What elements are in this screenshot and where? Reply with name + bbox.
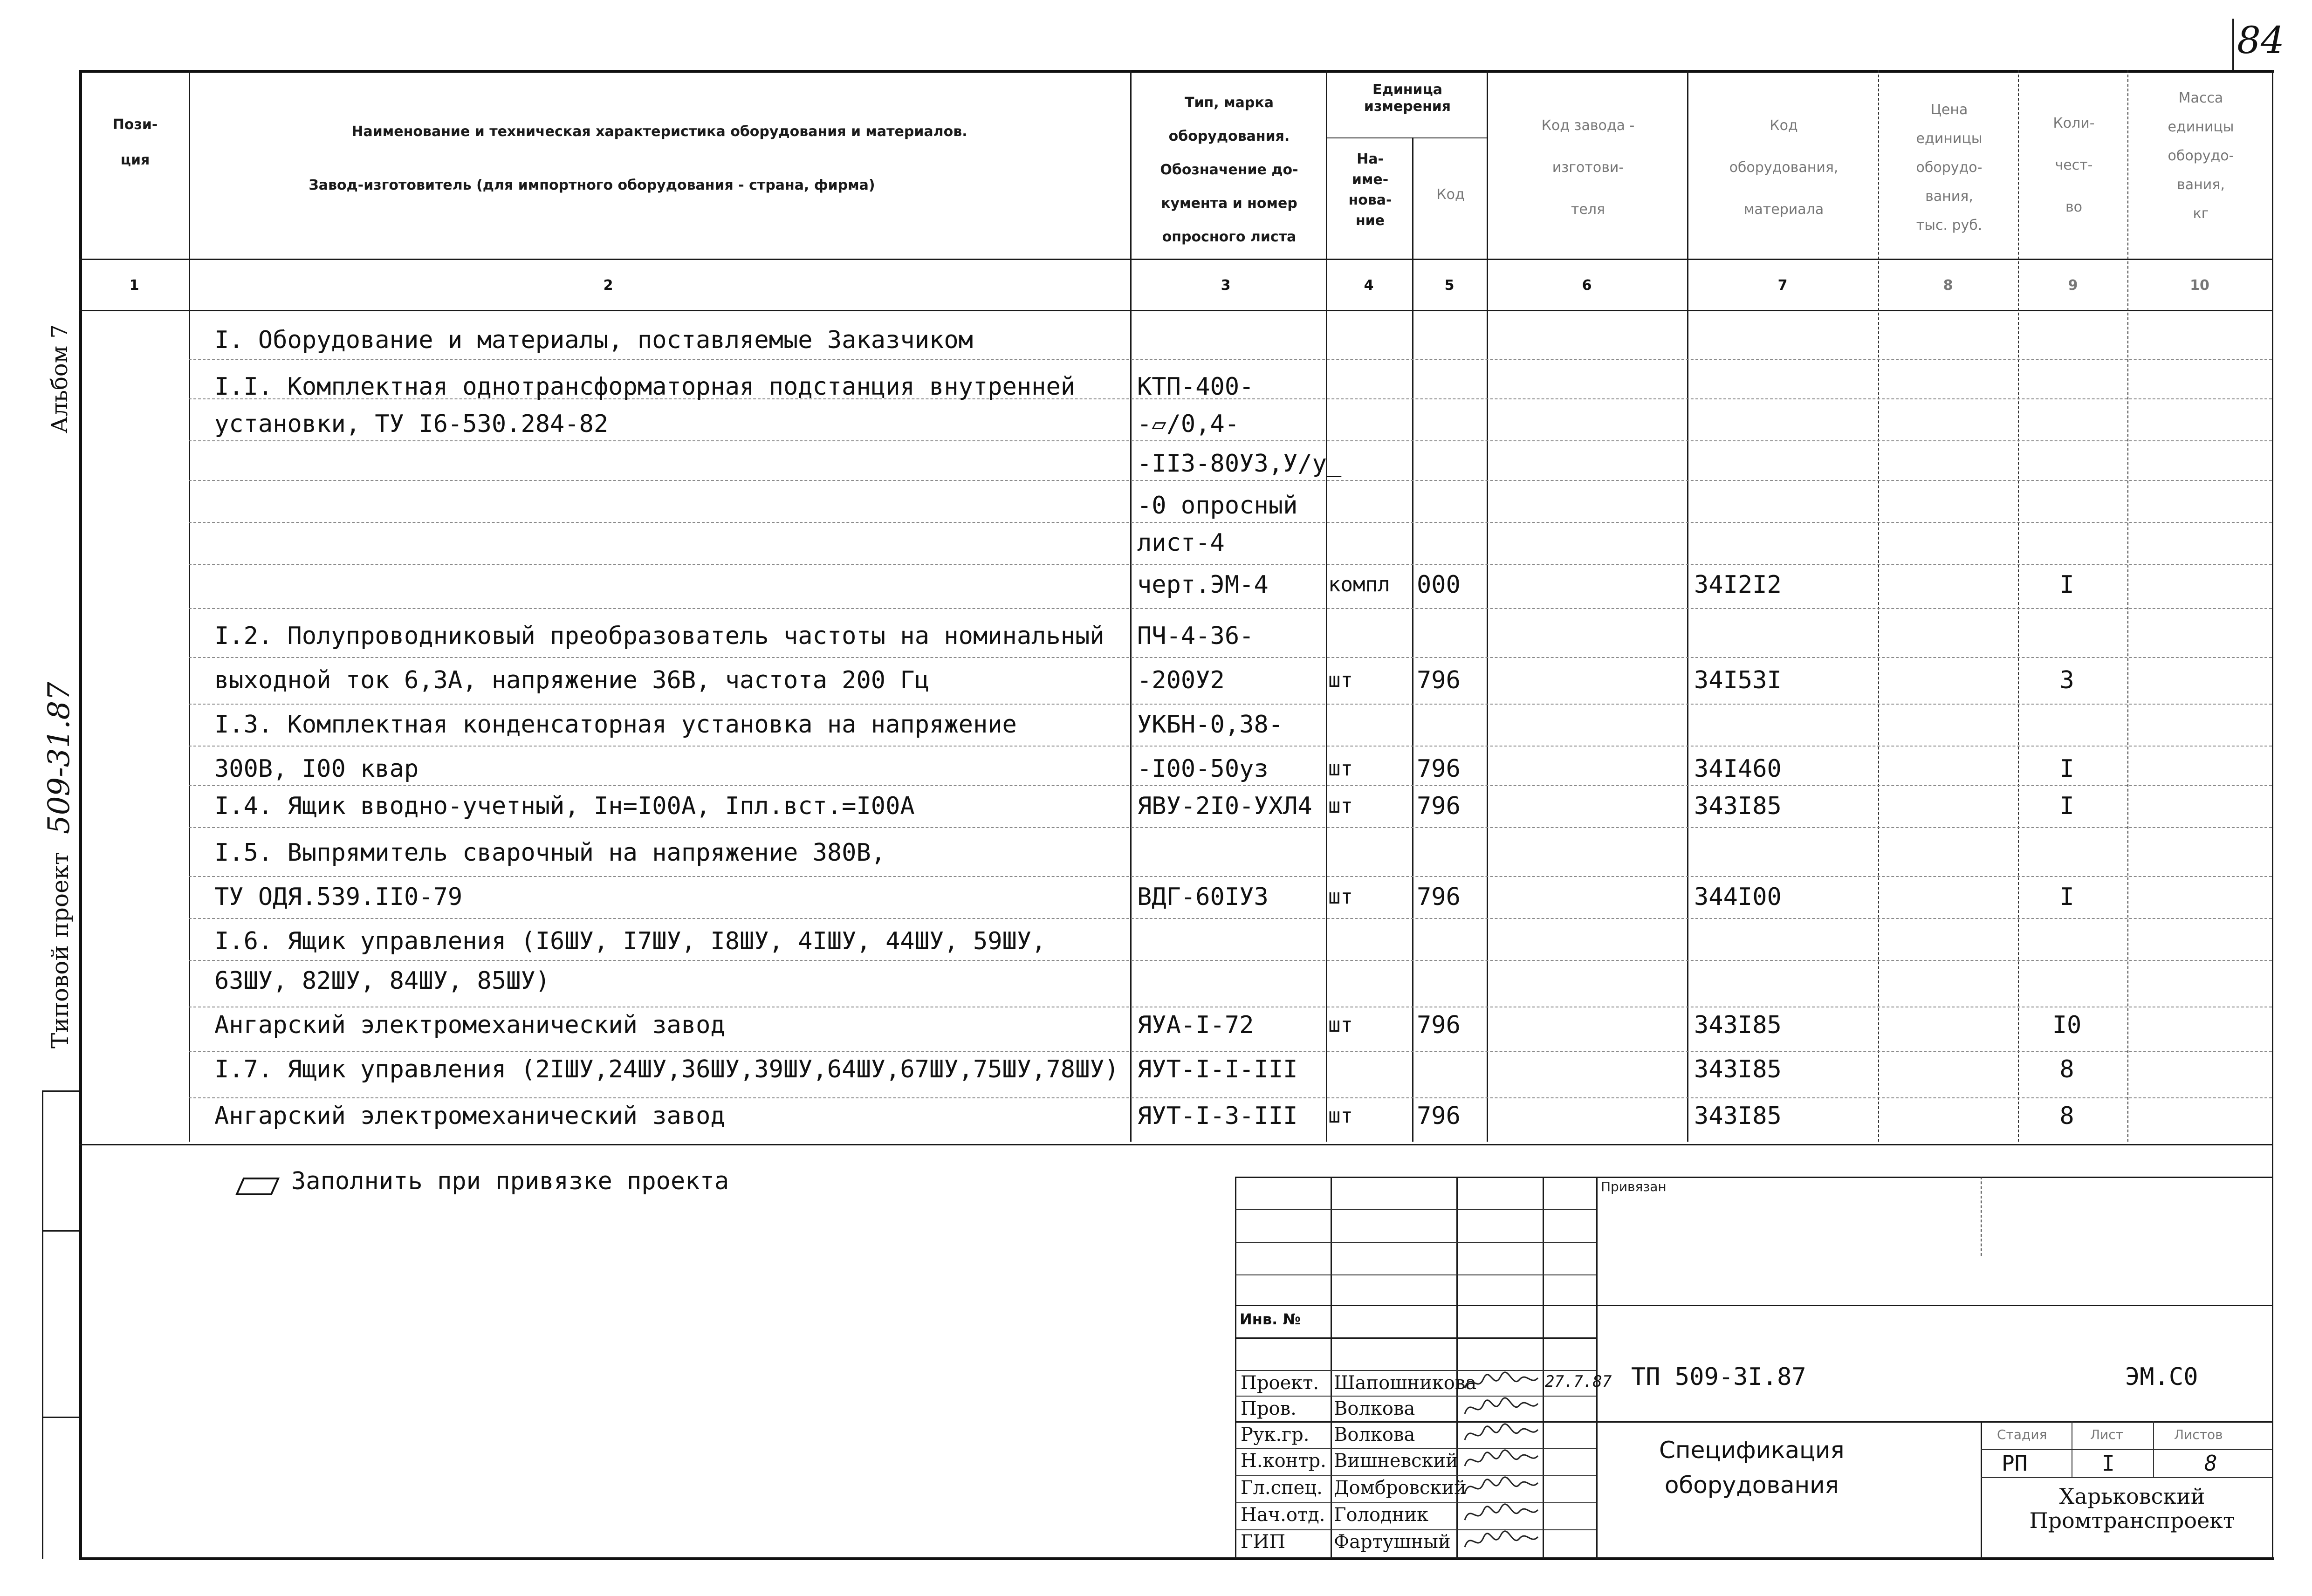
side-album: Альбом 7 [47,324,73,433]
signature-mark [1461,1370,1540,1396]
stamp-sheets-label: Листов [2174,1427,2223,1442]
stamp-h6 [1235,1370,1596,1371]
stamp-name: Фартушный [1334,1531,1451,1553]
stamp-v3 [1543,1177,1544,1559]
frame-left [79,70,82,1559]
stamp-name: Волкова [1334,1424,1415,1445]
row-quantity: I [2059,755,2074,783]
row-unit: шт [1328,794,1353,818]
row-name: I.7. Ящик управления (2IШУ,24ШУ,36ШУ,39ШУ,64ШУ,67ШУ,75ШУ,78ШУ) [214,1055,1119,1083]
row-name: Ангарский электромеханический завод [214,1011,725,1039]
row-separator [189,359,2272,360]
hdr-col1: Пози- ция [112,116,158,168]
row-name: I.3. Комплектная конденсаторная установка на напряжение [214,711,1017,739]
row-unit-code: 796 [1417,883,1461,911]
hdr-col4: На- име- нова- ние [1348,151,1392,229]
hdr-col5: Код [1436,186,1465,203]
stamp-left [1235,1177,1236,1559]
page-number-mark [2232,19,2234,70]
hdr-col8: Цена единицы оборудо- вания, тыс. руб. [1916,102,1983,233]
row-type: ВДГ-60IУ3 [1137,883,1269,911]
stamp-v6 [1981,1421,1982,1559]
row-name: 300В, I00 квар [214,755,419,783]
table-bottom [79,1144,2272,1145]
col-sep-3 [1326,70,1327,1142]
signature-mark [1461,1395,1540,1421]
colnum-4: 4 [1364,277,1374,294]
hdr-col6: Код завода - изготови- теля [1541,117,1635,218]
binding-strip-left [42,1090,43,1559]
colnum-5: 5 [1444,277,1454,294]
row-type: ЯВУ-2I0-УХЛ4 [1137,792,1312,820]
row-quantity: I0 [2052,1011,2082,1039]
header-bottom [79,259,2272,260]
row-name: I.5. Выпрямитель сварочный на напряжение 380В, [214,839,886,867]
stamp-stage-label: Стадия [1997,1427,2047,1442]
row-name: I. Оборудование и материалы, поставляемые Заказчиком [214,326,973,354]
row-separator [189,480,2272,481]
stamp-name: Волкова [1334,1398,1415,1419]
colnum-bottom [79,310,2272,311]
row-material-code: 343I85 [1694,1011,1782,1039]
row-unit-code: 796 [1417,792,1461,820]
row-name: выходной ток 6,3А, напряжение 36В, частота 200 Гц [214,666,930,694]
row-unit-code: 000 [1417,571,1461,599]
row-unit: компл [1328,573,1390,596]
colnum-1: 1 [129,277,139,294]
row-material-code: 34I53I [1694,666,1782,694]
stamp-h12 [1235,1396,1596,1397]
row-type: -0 опросный [1137,492,1298,520]
row-unit: шт [1328,1013,1353,1037]
hdr-col3: Тип, марка оборудования. Обозначение до- кумента и номер опросного листа [1160,95,1298,245]
row-name: I.6. Ящик управления (I6ШУ, I7ШУ, I8ШУ, 4IШУ, 44ШУ, 59ШУ, [214,927,1046,955]
row-name: I.4. Ящик вводно-учетный, Iн=I00А, Iпл.вст.=I00А [214,792,915,820]
signature-mark [1461,1474,1540,1500]
row-separator [189,522,2272,523]
row-unit: шт [1328,885,1353,909]
row-unit: шт [1328,757,1353,781]
row-type: -II3-80У3,У/у_ [1137,450,1342,478]
col-sep-7 [1878,70,1879,1142]
row-separator [189,440,2272,441]
stamp-v2 [1456,1177,1458,1559]
row-material-code: 343I85 [1694,1055,1782,1083]
binding-strip-2 [42,1417,79,1418]
row-material-code: 344I00 [1694,883,1782,911]
stamp-h2 [1235,1242,1596,1243]
stamp-h4 [1235,1305,2272,1306]
stamp-h5 [1235,1337,1596,1339]
stamp-name: Вишневский [1334,1450,1458,1472]
stamp-role: Н.контр. [1241,1450,1326,1472]
col-sep-4 [1412,137,1413,1142]
hdr-col9: Коли- чест- во [2053,115,2095,215]
stamp-stage: РП [2002,1451,2028,1476]
stamp-role: Проект. [1241,1372,1319,1394]
side-project-label: Типовой проект [47,852,74,1048]
row-separator [189,657,2272,658]
row-separator [189,564,2272,565]
col-sep-9 [2127,70,2128,1142]
row-unit-code: 796 [1417,1102,1461,1130]
stamp-h7 [1235,1421,2272,1423]
stamp-sheet-code: ЭМ.С0 [2125,1363,2198,1391]
row-separator [189,746,2272,747]
row-separator [189,1097,2272,1098]
row-separator [189,827,2272,828]
signature-mark [1461,1528,1540,1555]
row-type: черт.ЭМ-4 [1137,571,1269,599]
frame-bottom [79,1557,2274,1560]
stamp-role: Пров. [1241,1398,1297,1419]
row-quantity: 8 [2059,1055,2074,1083]
row-unit-code: 796 [1417,666,1461,694]
colnum-7: 7 [1777,277,1788,294]
row-separator [189,704,2272,705]
stamp-right [2272,1177,2273,1559]
col-sep-5 [1487,70,1488,1142]
hdr-col2-line1: Наименование и техническая характеристика оборудования и материалов. [351,123,967,140]
row-type: -I00-50уз [1137,755,1269,783]
row-quantity: 8 [2059,1102,2074,1130]
row-separator [189,785,2272,786]
fill-note: Заполнить при привязке проекта [291,1167,729,1195]
stamp-inv: Инв. № [1240,1310,1301,1328]
hdr-unit-title: Единица измерения [1364,82,1451,115]
stamp-role: Гл.спец. [1241,1477,1323,1499]
row-separator [189,1051,2272,1052]
colnum-2: 2 [603,277,613,294]
signature-mark [1461,1421,1540,1447]
colnum-6: 6 [1582,277,1592,294]
row-separator [189,918,2272,919]
row-quantity: I [2059,571,2074,599]
binding-strip-top [42,1090,79,1092]
hdr-col2-line2: Завод-изготовитель (для импортного оборудования - страна, фирма) [309,177,875,193]
row-type: КТП-400- [1137,373,1254,401]
colnum-8: 8 [1943,277,1953,294]
row-type: ЯУТ-I-3-III [1137,1102,1298,1130]
colnum-9: 9 [2068,277,2078,294]
stamp-name: Голодник [1334,1504,1429,1526]
row-material-code: 343I85 [1694,1102,1782,1130]
row-unit-code: 796 [1417,755,1461,783]
row-type: ЯУТ-I-I-III [1137,1055,1298,1083]
stamp-name: Домбровский [1334,1477,1467,1499]
stamp-h3 [1235,1274,1596,1275]
stamp-h14 [1981,1477,2272,1478]
stamp-title: Спецификация оборудования [1659,1437,1845,1499]
colnum-10: 10 [2190,277,2209,294]
col-sep-1 [189,70,190,1142]
row-quantity: I [2059,883,2074,911]
row-name: Ангарский электромеханический завод [214,1102,725,1130]
row-material-code: 34I460 [1694,755,1782,783]
stamp-v1 [1331,1177,1332,1559]
row-quantity: I [2059,792,2074,820]
frame-top [79,70,2274,73]
row-separator [189,960,2272,961]
signature-mark [1461,1501,1540,1528]
row-type: ЯУА-I-72 [1137,1011,1254,1039]
stamp-v5 [1981,1177,1982,1256]
stamp-sheet: I [2102,1451,2115,1476]
row-type: лист-4 [1137,529,1225,557]
col-sep-8 [2018,70,2019,1142]
frame-right [2272,70,2273,1179]
row-separator [189,608,2272,609]
row-type: УКБН-0,38- [1137,711,1283,739]
row-name: I.I. Комплектная однотрансформаторная подстанция внутренней [214,373,1076,401]
row-type: -▱/0,4- [1137,410,1240,438]
hdr-col10: Масса единицы оборудо- вания, кг [2168,90,2234,222]
row-separator [189,876,2272,877]
stamp-doc-code: ТП 509-3I.87 [1631,1363,1806,1391]
stamp-role: Рук.гр. [1241,1424,1310,1445]
stamp-h11 [1235,1529,1596,1530]
row-unit-code: 796 [1417,1011,1461,1039]
stamp-sheet-label: Лист [2090,1427,2123,1442]
stamp-date: 27.7.87 [1545,1372,1612,1391]
stamp-top [1235,1177,2272,1178]
stamp-role: Нач.отд. [1241,1504,1325,1526]
hdr-col7: Код оборудования, материала [1729,117,1839,218]
row-name: 63ШУ, 82ШУ, 84ШУ, 85ШУ) [214,967,550,995]
row-type: -200У2 [1137,666,1225,694]
row-type: ПЧ-4-36- [1137,622,1254,650]
parallelogram-icon [235,1177,280,1196]
unit-subheader-line [1326,137,1487,138]
col-sep-2 [1130,70,1132,1142]
signature-mark [1461,1447,1540,1473]
colnum-3: 3 [1221,277,1231,294]
row-material-code: 34I2I2 [1694,571,1782,599]
stamp-role: ГИП [1241,1531,1286,1553]
row-name: ТУ ОДЯ.539.II0-79 [214,883,463,911]
row-unit: шт [1328,1104,1353,1128]
row-unit: шт [1328,668,1353,692]
row-name: I.2. Полупроводниковый преобразователь частоты на номинальный [214,622,1105,650]
stamp-h10 [1235,1502,1596,1503]
stamp-name: Шапошникова [1334,1372,1477,1394]
stamp-h1 [1235,1209,1596,1210]
side-project-code: 509-31.87 [42,682,76,834]
page-number: 84 [2237,19,2285,62]
col-sep-6 [1687,70,1688,1142]
stamp-h8 [1235,1448,1596,1449]
row-material-code: 343I85 [1694,792,1782,820]
stamp-sheets: 8 [2204,1451,2217,1476]
binding-strip-1 [42,1230,79,1232]
row-name: установки, ТУ I6-530.284-82 [214,410,609,438]
stamp-org: Харьковский Промтранспроект [2029,1484,2235,1533]
stamp-v8 [2153,1421,2154,1477]
stamp-privyazan: Привязан [1601,1179,1667,1194]
row-quantity: 3 [2059,666,2074,694]
stamp-h9 [1235,1475,1596,1476]
